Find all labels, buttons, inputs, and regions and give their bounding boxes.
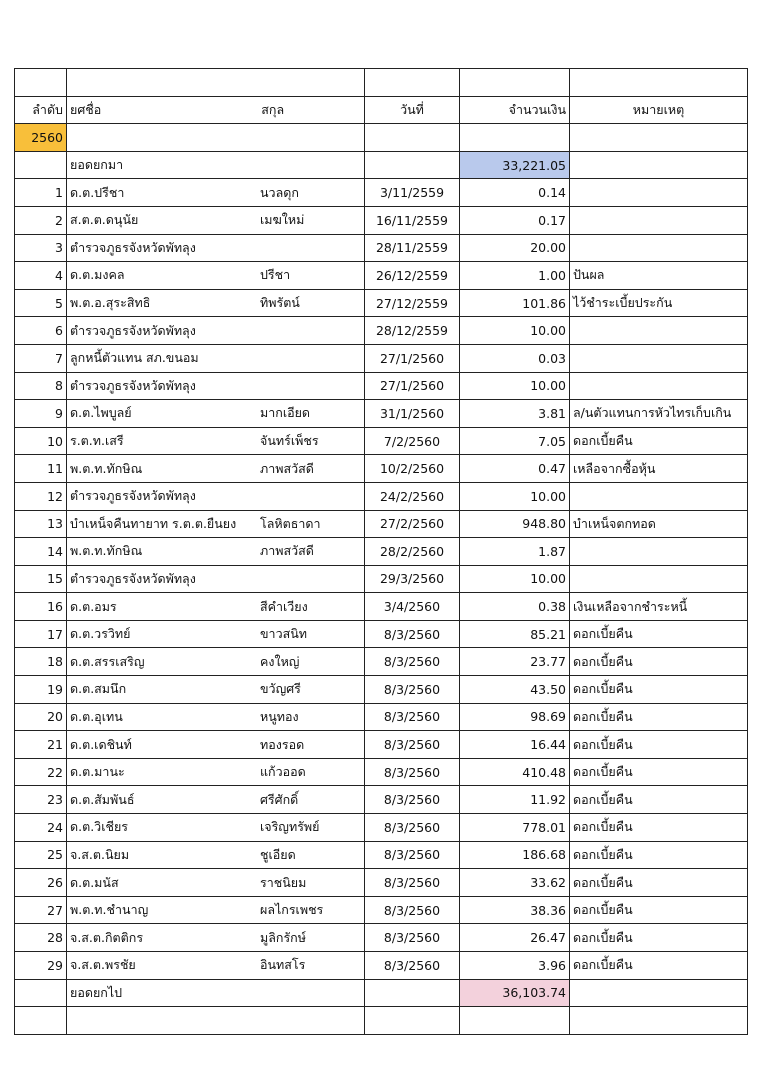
row-surname: ภาพสวัสดี	[260, 543, 314, 559]
row-name-cell	[67, 814, 365, 842]
row-index: 25	[15, 841, 67, 869]
table-row	[15, 924, 748, 952]
row-amount: 26.47	[460, 924, 570, 952]
row-surname	[260, 238, 361, 258]
row-date: 8/3/2560	[365, 814, 460, 842]
row-name: พ.ต.ท.ทักษิณ	[70, 460, 143, 476]
blank-cell	[67, 1007, 365, 1035]
row-name: ด.ต.วิเชียร	[70, 819, 128, 835]
row-surname: ภาพสวัสดี	[260, 460, 314, 476]
brought-forward-label: ยอดยกมา	[67, 151, 365, 179]
row-name: บำเหน็จคืนทายาท ร.ต.ต.ยืนยง	[70, 515, 237, 531]
table-row	[15, 206, 748, 234]
row-date: 8/3/2560	[365, 924, 460, 952]
row-amount: 23.77	[460, 648, 570, 676]
row-amount: 778.01	[460, 814, 570, 842]
row-note: ดอกเบี้ยคืน	[570, 814, 748, 842]
blank-cell	[67, 69, 365, 97]
table-row	[15, 400, 748, 428]
row-name-cell	[67, 427, 365, 455]
row-surname: ทิพรัตน์	[260, 295, 300, 311]
row-index: 11	[15, 455, 67, 483]
table-row	[15, 372, 748, 400]
row-date: 26/12/2559	[365, 262, 460, 290]
row-amount: 10.00	[460, 482, 570, 510]
blank-cell	[570, 151, 748, 179]
blank-cell	[15, 69, 67, 97]
row-index: 26	[15, 869, 67, 897]
row-surname: อินทสโร	[260, 957, 306, 973]
row-note: ดอกเบี้ยคืน	[570, 896, 748, 924]
row-surname: คงใหญ่	[260, 653, 300, 669]
row-name: จ.ส.ต.พรชัย	[70, 957, 136, 973]
row-date: 7/2/2560	[365, 427, 460, 455]
row-note: บำเหน็จตกทอด	[570, 510, 748, 538]
brought-forward-row	[15, 151, 748, 179]
row-surname: ศรีศักดิ์	[260, 791, 299, 807]
row-amount: 10.00	[460, 372, 570, 400]
row-surname	[260, 569, 361, 589]
row-name-cell	[67, 786, 365, 814]
row-name-cell	[67, 372, 365, 400]
row-amount: 98.69	[460, 703, 570, 731]
row-name-cell	[67, 869, 365, 897]
row-name: ด.ต.เดชินท์	[70, 736, 132, 752]
row-surname: จันทร์เพ็ชร	[260, 433, 319, 449]
row-name-cell	[67, 482, 365, 510]
row-index: 13	[15, 510, 67, 538]
row-name: ด.ต.สมนึก	[70, 681, 127, 697]
row-index: 14	[15, 538, 67, 566]
row-surname: ขาวสนิท	[260, 626, 307, 642]
row-name: ด.ต.มานะ	[70, 764, 125, 780]
table-row	[15, 179, 748, 207]
row-date: 3/4/2560	[365, 593, 460, 621]
row-date: 8/3/2560	[365, 676, 460, 704]
row-index: 3	[15, 234, 67, 262]
row-name-cell	[67, 510, 365, 538]
row-note	[570, 317, 748, 345]
carried-forward-amount: 36,103.74	[460, 979, 570, 1007]
row-index: 1	[15, 179, 67, 207]
row-surname: โลหิตธาดา	[260, 515, 321, 531]
row-name: ด.ต.สัมพันธ์	[70, 791, 135, 807]
blank-cell	[67, 124, 365, 152]
row-index: 24	[15, 814, 67, 842]
header-index: ลำดับ	[15, 96, 67, 124]
row-date: 8/3/2560	[365, 731, 460, 759]
brought-forward-amount: 33,221.05	[460, 151, 570, 179]
row-date: 8/3/2560	[365, 703, 460, 731]
row-date: 28/12/2559	[365, 317, 460, 345]
row-name-cell	[67, 758, 365, 786]
row-note: ปันผล	[570, 262, 748, 290]
blank-cell	[460, 124, 570, 152]
row-index: 28	[15, 924, 67, 952]
row-note: ดอกเบี้ยคืน	[570, 758, 748, 786]
row-date: 29/3/2560	[365, 565, 460, 593]
blank-top-row	[15, 69, 748, 97]
row-index: 16	[15, 593, 67, 621]
row-amount: 1.87	[460, 538, 570, 566]
row-surname: ผลไกรเพชร	[260, 902, 324, 918]
table-row	[15, 538, 748, 566]
blank-cell	[460, 1007, 570, 1035]
row-date: 8/3/2560	[365, 620, 460, 648]
row-note: ดอกเบี้ยคืน	[570, 924, 748, 952]
blank-cell	[365, 124, 460, 152]
table-row	[15, 676, 748, 704]
row-name: ตำรวจภูธรจังหวัดพัทลุง	[70, 570, 196, 586]
row-name-cell	[67, 262, 365, 290]
table-row	[15, 234, 748, 262]
row-name: ตำรวจภูธรจังหวัดพัทลุง	[70, 239, 196, 255]
row-name-cell	[67, 731, 365, 759]
row-name: ร.ต.ท.เสรี	[70, 433, 124, 449]
blank-cell	[365, 979, 460, 1007]
row-name-cell	[67, 676, 365, 704]
row-name: พ.ต.อ.สุระสิทธิ	[70, 295, 151, 311]
blank-cell	[365, 1007, 460, 1035]
row-note	[570, 344, 748, 372]
table-row	[15, 731, 748, 759]
row-note: ไว้ชำระเบี้ยประกัน	[570, 289, 748, 317]
row-index: 5	[15, 289, 67, 317]
row-name-cell	[67, 317, 365, 345]
row-surname: แก้วออด	[260, 764, 306, 780]
row-amount: 1.00	[460, 262, 570, 290]
table-row	[15, 455, 748, 483]
row-surname	[260, 348, 361, 368]
row-date: 28/2/2560	[365, 538, 460, 566]
row-amount: 85.21	[460, 620, 570, 648]
header-name-cell	[67, 96, 365, 124]
row-name-cell	[67, 896, 365, 924]
row-name-cell	[67, 179, 365, 207]
blank-cell	[15, 1007, 67, 1035]
row-index: 19	[15, 676, 67, 704]
row-note: ดอกเบี้ยคืน	[570, 620, 748, 648]
header-name: ยศชื่อ	[70, 101, 102, 117]
row-date: 31/1/2560	[365, 400, 460, 428]
row-amount: 20.00	[460, 234, 570, 262]
row-note: ดอกเบี้ยคืน	[570, 841, 748, 869]
row-note: ดอกเบี้ยคืน	[570, 869, 748, 897]
row-surname: มากเอียด	[260, 405, 311, 421]
row-note	[570, 565, 748, 593]
row-date: 28/11/2559	[365, 234, 460, 262]
table-row	[15, 262, 748, 290]
row-index: 20	[15, 703, 67, 731]
row-amount: 0.38	[460, 593, 570, 621]
row-amount: 101.86	[460, 289, 570, 317]
row-date: 16/11/2559	[365, 206, 460, 234]
row-name-cell	[67, 703, 365, 731]
row-note: ดอกเบี้ยคืน	[570, 952, 748, 980]
row-name-cell	[67, 455, 365, 483]
row-index: 17	[15, 620, 67, 648]
row-name: ด.ต.ไพบูลย์	[70, 405, 132, 421]
year-cell: 2560	[15, 124, 67, 152]
row-surname: มูลิกรักษ์	[260, 929, 306, 945]
row-date: 27/1/2560	[365, 344, 460, 372]
row-index: 29	[15, 952, 67, 980]
row-date: 8/3/2560	[365, 648, 460, 676]
table-row	[15, 565, 748, 593]
row-name: พ.ต.ท.ทักษิณ	[70, 543, 143, 559]
row-name-cell	[67, 400, 365, 428]
table-row	[15, 510, 748, 538]
row-note: ดอกเบี้ยคืน	[570, 648, 748, 676]
table-row	[15, 344, 748, 372]
blank-cell	[365, 69, 460, 97]
blank-cell	[460, 69, 570, 97]
row-surname: ชูเอียด	[260, 846, 296, 862]
carried-forward-row	[15, 979, 748, 1007]
row-date: 3/11/2559	[365, 179, 460, 207]
row-amount: 7.05	[460, 427, 570, 455]
row-index: 23	[15, 786, 67, 814]
row-amount: 43.50	[460, 676, 570, 704]
row-name: ตำรวจภูธรจังหวัดพัทลุง	[70, 377, 196, 393]
row-surname	[260, 376, 361, 396]
row-amount: 10.00	[460, 317, 570, 345]
row-amount: 0.03	[460, 344, 570, 372]
row-amount: 410.48	[460, 758, 570, 786]
row-date: 27/1/2560	[365, 372, 460, 400]
blank-cell	[570, 979, 748, 1007]
row-note	[570, 234, 748, 262]
row-surname: เมฆใหม่	[260, 212, 305, 228]
table-row	[15, 648, 748, 676]
row-name-cell	[67, 924, 365, 952]
row-name: ส.ต.ต.ดนุนัย	[70, 212, 139, 228]
row-date: 8/3/2560	[365, 896, 460, 924]
row-amount: 186.68	[460, 841, 570, 869]
table-row	[15, 289, 748, 317]
row-index: 10	[15, 427, 67, 455]
row-note	[570, 372, 748, 400]
row-amount: 33.62	[460, 869, 570, 897]
row-name-cell	[67, 648, 365, 676]
table-row	[15, 482, 748, 510]
ledger-body	[15, 69, 748, 1035]
row-name-cell	[67, 234, 365, 262]
blank-bottom-row	[15, 1007, 748, 1035]
row-surname: ปรีชา	[260, 267, 291, 283]
row-date: 24/2/2560	[365, 482, 460, 510]
row-name: จ.ส.ต.กิตติกร	[70, 929, 144, 945]
row-index: 27	[15, 896, 67, 924]
row-index: 7	[15, 344, 67, 372]
row-amount: 0.14	[460, 179, 570, 207]
row-amount: 3.81	[460, 400, 570, 428]
row-date: 27/2/2560	[365, 510, 460, 538]
row-note: ล/นตัวแทนการหัวไทรเก็บเกิน	[570, 400, 748, 428]
row-index: 15	[15, 565, 67, 593]
row-name-cell	[67, 593, 365, 621]
table-row	[15, 703, 748, 731]
table-row	[15, 317, 748, 345]
row-date: 8/3/2560	[365, 869, 460, 897]
row-amount: 38.36	[460, 896, 570, 924]
row-surname	[260, 486, 361, 506]
row-note	[570, 179, 748, 207]
blank-cell	[15, 151, 67, 179]
row-note: เหลือจากซื้อหุ้น	[570, 455, 748, 483]
row-name: ด.ต.สรรเสริญ	[70, 653, 145, 669]
header-note: หมายเหตุ	[570, 96, 748, 124]
row-note	[570, 538, 748, 566]
row-amount: 0.17	[460, 206, 570, 234]
row-name: ด.ต.มนัส	[70, 874, 119, 890]
row-surname: ทองรอด	[260, 736, 305, 752]
row-name: ตำรวจภูธรจังหวัดพัทลุง	[70, 488, 196, 504]
row-note: ดอกเบี้ยคืน	[570, 786, 748, 814]
header-surname: สกุล	[261, 101, 285, 117]
row-date: 8/3/2560	[365, 952, 460, 980]
row-note: ดอกเบี้ยคืน	[570, 676, 748, 704]
row-index: 9	[15, 400, 67, 428]
table-row	[15, 896, 748, 924]
row-index: 12	[15, 482, 67, 510]
row-name-cell	[67, 565, 365, 593]
row-surname: นวลดุก	[260, 184, 299, 200]
row-name: ด.ต.มงคล	[70, 267, 125, 283]
row-note: ดอกเบี้ยคืน	[570, 427, 748, 455]
row-note: ดอกเบี้ยคืน	[570, 703, 748, 731]
row-name-cell	[67, 841, 365, 869]
table-row	[15, 841, 748, 869]
carried-forward-label: ยอดยกไป	[67, 979, 365, 1007]
blank-cell	[570, 1007, 748, 1035]
table-row	[15, 814, 748, 842]
row-index: 18	[15, 648, 67, 676]
table-row	[15, 869, 748, 897]
blank-cell	[15, 979, 67, 1007]
row-index: 4	[15, 262, 67, 290]
table-row	[15, 758, 748, 786]
row-amount: 10.00	[460, 565, 570, 593]
ledger-table	[14, 68, 748, 1035]
row-amount: 948.80	[460, 510, 570, 538]
row-index: 6	[15, 317, 67, 345]
header-row	[15, 96, 748, 124]
table-row	[15, 593, 748, 621]
row-name: ลูกหนี้ตัวแทน สภ.ขนอม	[70, 350, 199, 366]
row-name: ด.ต.ปรีชา	[70, 184, 125, 200]
table-row	[15, 427, 748, 455]
row-surname: ราชนิยม	[260, 874, 307, 890]
row-surname	[260, 321, 361, 341]
blank-cell	[570, 69, 748, 97]
row-index: 21	[15, 731, 67, 759]
row-name-cell	[67, 289, 365, 317]
row-name: พ.ต.ท.ชำนาญ	[70, 902, 149, 918]
blank-cell	[365, 151, 460, 179]
row-name-cell	[67, 538, 365, 566]
row-name: ด.ต.วรวิทย์	[70, 626, 131, 642]
row-index: 2	[15, 206, 67, 234]
row-date: 8/3/2560	[365, 841, 460, 869]
row-surname: หนูทอง	[260, 708, 299, 724]
row-date: 8/3/2560	[365, 758, 460, 786]
row-amount: 16.44	[460, 731, 570, 759]
blank-cell	[570, 124, 748, 152]
row-date: 27/12/2559	[365, 289, 460, 317]
row-index: 8	[15, 372, 67, 400]
row-amount: 3.96	[460, 952, 570, 980]
row-name: ด.ต.อุเทน	[70, 708, 123, 724]
row-surname: ขวัญศรี	[260, 681, 301, 697]
row-surname: สีคำเวียง	[260, 598, 308, 614]
table-row	[15, 620, 748, 648]
row-note	[570, 206, 748, 234]
year-row	[15, 124, 748, 152]
row-name-cell	[67, 206, 365, 234]
row-note: เงินเหลือจากชำระหนี้	[570, 593, 748, 621]
row-amount: 11.92	[460, 786, 570, 814]
row-name-cell	[67, 620, 365, 648]
row-name: จ.ส.ต.นิยม	[70, 846, 130, 862]
table-row	[15, 952, 748, 980]
row-name-cell	[67, 952, 365, 980]
row-note: ดอกเบี้ยคืน	[570, 731, 748, 759]
table-row	[15, 786, 748, 814]
header-date: วันที่	[365, 96, 460, 124]
row-date: 10/2/2560	[365, 455, 460, 483]
header-amount: จำนวนเงิน	[460, 96, 570, 124]
row-amount: 0.47	[460, 455, 570, 483]
row-name-cell	[67, 344, 365, 372]
row-index: 22	[15, 758, 67, 786]
row-surname: เจริญทรัพย์	[260, 819, 320, 835]
row-date: 8/3/2560	[365, 786, 460, 814]
row-name: ด.ต.อมร	[70, 598, 117, 614]
row-name: ตำรวจภูธรจังหวัดพัทลุง	[70, 322, 196, 338]
row-note	[570, 482, 748, 510]
